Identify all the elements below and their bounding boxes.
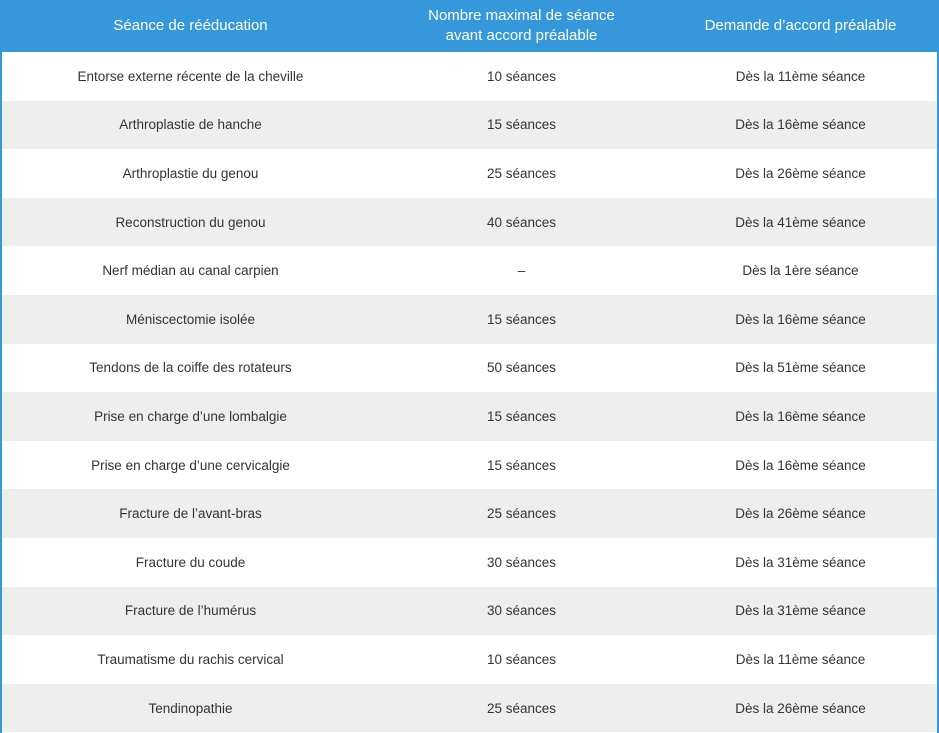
table-row xyxy=(2,635,937,684)
cell-session-type: Prise en charge d’une lombalgie xyxy=(94,408,287,424)
table-row xyxy=(2,684,937,733)
table-row xyxy=(2,587,937,636)
table-row xyxy=(2,149,937,198)
cell-max-sessions: – xyxy=(517,263,526,279)
cell-session-type: Reconstruction du genou xyxy=(115,214,266,230)
cell-session-type: Tendons de la coiffe des rotateurs xyxy=(89,360,292,376)
cell-max-sessions: 30 séances xyxy=(486,603,557,619)
table-row xyxy=(2,101,937,150)
table-body xyxy=(2,52,937,732)
cell-max-sessions: 15 séances xyxy=(486,311,557,327)
header-cell-session xyxy=(2,16,379,36)
table-row xyxy=(2,538,937,587)
table-row xyxy=(2,489,937,538)
cell-prior-approval: Dès la 51ème séance xyxy=(735,360,866,376)
table-row xyxy=(2,52,937,101)
cell-prior-approval: Dès la 16ème séance xyxy=(735,408,866,424)
cell-session-type: Nerf médian au canal carpien xyxy=(102,263,279,279)
table-row xyxy=(2,441,937,490)
header-prior-approval-label: Demande d’accord préalable xyxy=(704,17,897,34)
cell-max-sessions: 25 séances xyxy=(486,506,557,522)
cell-prior-approval: Dès la 41ème séance xyxy=(735,214,866,230)
header-max-sessions-line1: Nombre maximal de séance xyxy=(428,7,615,24)
header-session-label: Séance de rééducation xyxy=(113,17,268,34)
cell-prior-approval: Dès la 16ème séance xyxy=(735,311,866,327)
cell-max-sessions: 25 séances xyxy=(486,165,557,181)
table-row xyxy=(2,246,937,295)
cell-prior-approval: Dès la 16ème séance xyxy=(735,117,866,133)
cell-max-sessions: 15 séances xyxy=(486,408,557,424)
cell-prior-approval: Dès la 31ème séance xyxy=(735,554,866,570)
cell-max-sessions: 10 séances xyxy=(486,651,557,667)
table-row xyxy=(2,295,937,344)
table-row xyxy=(2,198,937,247)
cell-session-type: Fracture de l’avant-bras xyxy=(119,506,262,522)
cell-prior-approval: Dès la 11ème séance xyxy=(735,651,866,667)
table-row xyxy=(2,344,937,393)
cell-max-sessions: 10 séances xyxy=(486,68,557,84)
cell-max-sessions: 15 séances xyxy=(486,117,557,133)
cell-max-sessions: 40 séances xyxy=(486,214,557,230)
cell-prior-approval: Dès la 31ème séance xyxy=(735,603,866,619)
cell-session-type: Arthroplastie du genou xyxy=(122,165,259,181)
cell-session-type: Arthroplastie de hanche xyxy=(119,117,262,133)
cell-prior-approval: Dès la 16ème séance xyxy=(735,457,866,473)
cell-session-type: Fracture du coude xyxy=(135,554,246,570)
cell-session-type: Tendinopathie xyxy=(148,700,233,716)
header-max-sessions-line2: avant accord préalable xyxy=(445,27,598,44)
cell-max-sessions: 30 séances xyxy=(486,554,557,570)
cell-prior-approval: Dès la 26ème séance xyxy=(735,700,866,716)
header-cell-max-sessions xyxy=(379,6,664,46)
cell-prior-approval: Dès la 26ème séance xyxy=(735,506,866,522)
cell-max-sessions: 50 séances xyxy=(486,360,557,376)
cell-max-sessions: 15 séances xyxy=(486,457,557,473)
cell-session-type: Méniscectomie isolée xyxy=(125,311,256,327)
cell-session-type: Entorse externe récente de la cheville xyxy=(77,68,304,84)
header-cell-prior-approval xyxy=(664,16,937,36)
table-header xyxy=(2,0,937,52)
cell-max-sessions: 25 séances xyxy=(486,700,557,716)
cell-prior-approval: Dès la 11ème séance xyxy=(735,68,866,84)
cell-session-type: Traumatisme du rachis cervical xyxy=(97,651,284,667)
cell-prior-approval: Dès la 26ème séance xyxy=(735,165,866,181)
cell-session-type: Prise en charge d’une cervicalgie xyxy=(91,457,290,473)
table-row xyxy=(2,392,937,441)
cell-session-type: Fracture de l’humérus xyxy=(124,603,257,619)
cell-prior-approval: Dès la 1ère séance xyxy=(742,263,859,279)
